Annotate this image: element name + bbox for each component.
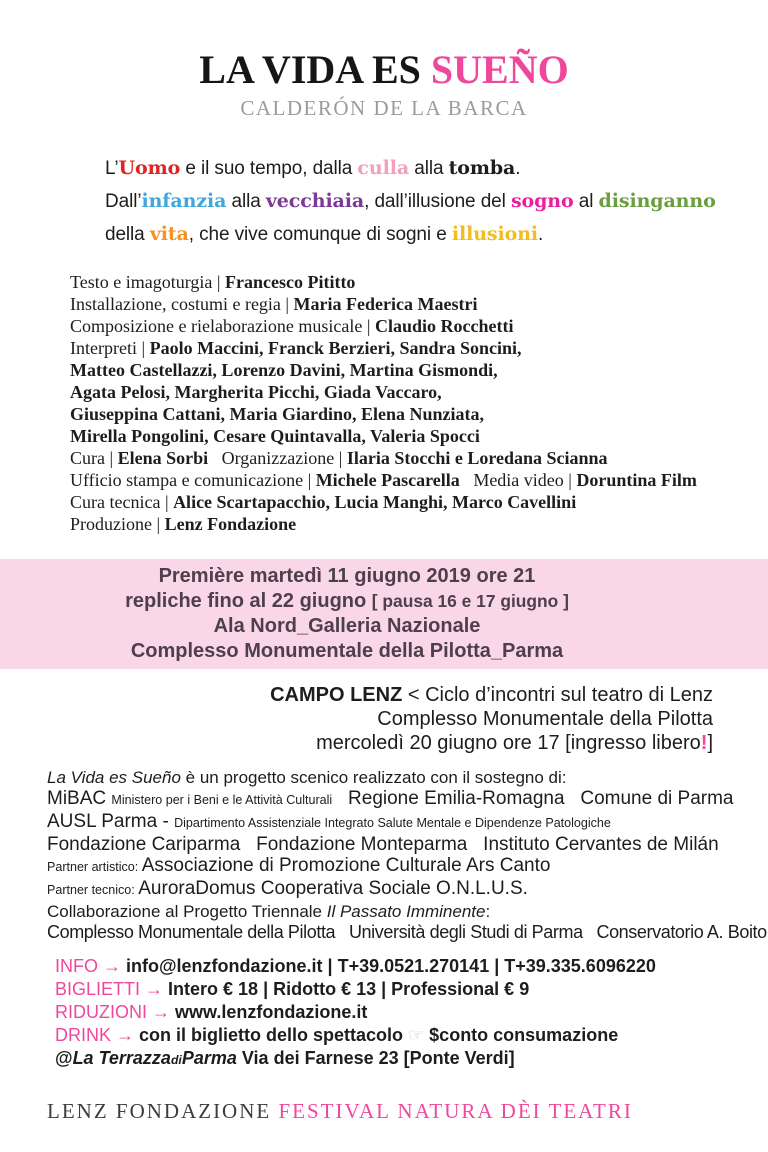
text-segment: della [105,224,150,245]
supporter-line [47,901,768,922]
supporter-line [47,767,768,788]
text-segment: [ pausa 16 e 17 giugno ] [371,591,569,611]
intro-line [105,218,768,251]
text-segment: Claudio Rocchetti [375,316,514,336]
poster-author: CALDERÓN DE LA BARCA [240,96,528,120]
text-segment: La Vida es Sueño [47,768,181,787]
supporter-line [47,834,768,855]
text-segment: Fondazione Cariparma Fondazione Monteparma Instituto Cervantes de Milán [47,834,719,855]
credit-line [70,337,768,359]
text-segment: Mirella Pongolini, Cesare Quintavalla, Valeria Spocci [70,426,480,446]
text-segment: , che vive comunque di sogni e [188,224,452,245]
text-segment: Intero € 18 | Ridotto € 13 | Professional € 9 [168,979,530,999]
text-segment: Complesso Monumentale della Pilotta Università degli Studi di Parma Conservatorio A. Boito [47,922,767,942]
text-segment: Complesso Monumentale della Pilotta [377,708,713,730]
credit-line [70,513,768,535]
info-line [55,955,768,978]
text-segment: Parma [181,1048,237,1068]
campo-line [0,707,713,731]
text-segment: Maria Federica Maestri [293,294,478,314]
text-segment: AuroraDomus Cooperativa Sociale O.N.L.U.S. [138,878,528,899]
text-segment: Ufficio stampa e comunicazione | [70,470,316,490]
text-segment: La Terrazza [72,1048,171,1068]
text-segment: e il suo tempo, dalla [180,158,358,179]
text-segment: RIDUZIONI → [55,1002,175,1022]
premiere-box [0,559,768,669]
text-segment: Interpreti | [70,338,150,358]
text-segment: Il Passato Imminente [326,902,486,921]
credit-line [70,491,768,513]
text-segment: illusioni [451,223,539,245]
info-line [55,1024,768,1047]
text-segment: AUSL Parma - [47,811,175,832]
supporter-line [47,788,768,811]
info-block [55,955,768,1072]
text-segment: < Ciclo d’incontri sul teatro di Lenz [402,684,713,706]
supporter-line [47,855,768,878]
text-segment: infanzia [141,190,227,212]
text-segment: Via dei Farnese 23 [Ponte Verdi] [236,1048,515,1068]
text-segment: . [515,158,521,179]
supporter-line [47,922,768,943]
text-segment: Installazione, costumi e regia | [70,294,294,314]
credit-line [70,381,768,403]
text-segment: info@lenzfondazione.it | T+39.0521.270141 | T+39.335.6096220 [126,956,656,976]
text-segment: Produzione | [70,514,165,534]
text-segment: alla [409,158,449,179]
text-segment: LENZ FONDAZIONE [47,1099,279,1123]
text-segment: Giuseppina Cattani, Maria Giardino, Elena Nunziata, [70,404,485,424]
text-segment: Cura | [70,448,118,468]
text-segment: repliche fino al 22 giugno [125,590,372,612]
text-segment: Dall’ [105,191,142,212]
campo-line [0,683,713,707]
credit-line [70,469,768,491]
credit-line [70,315,768,337]
text-segment: vecchiaia [265,190,365,212]
text-segment: alla [226,191,266,212]
text-segment: Dipartimento Assistenziale Integrato Salute Mentale e Dipendenze Patologiche [174,816,611,830]
text-segment: Ministero per i Beni e le Attività Culturali [111,793,333,807]
text-segment: Partner artistico: [47,860,142,874]
text-segment: ! [700,732,708,754]
text-segment: Michele Pascarella [315,470,460,490]
text-segment: Ala Nord_Galleria Nazionale [213,615,481,637]
pointing-finger-icon: ☞ [408,1025,425,1045]
credit-line [70,447,768,469]
text-segment: al [573,191,599,212]
credit-line [70,403,768,425]
text-segment: Composizione e rielaborazione musicale | [70,316,375,336]
text-segment: INFO → [55,956,126,976]
text-segment: Francesco Pititto [224,272,356,292]
text-segment: Associazione di Promozione Culturale Ars Canto [141,855,551,876]
info-line [55,1047,768,1072]
text-segment: Ilaria Stocchi e Loredana Scianna [346,448,608,468]
text-segment: Media video | [459,470,577,490]
premiere-line [0,589,694,614]
text-segment: CAMPO LENZ [270,684,403,706]
text-segment: mercoledì 20 giugno ore 17 [ingresso libero [316,732,701,754]
text-segment: culla [357,157,410,179]
text-segment: Testo e imagoturgia | [70,272,225,292]
text-segment: $conto consumazione [424,1025,619,1045]
credit-line [70,359,768,381]
credit-line [70,425,768,447]
campo-lenz-block [0,683,713,755]
text-segment: sogno [510,190,574,212]
supporter-line [47,811,768,834]
supporter-line [47,878,768,901]
text-segment: di [170,1053,182,1067]
footer-banner [47,1098,768,1124]
text-segment: Agata Pelosi, Margherita Picchi, Giada Vaccaro, [70,382,442,402]
intro-line [105,152,768,185]
intro-paragraph [105,152,768,251]
text-segment: Elena Sorbi [117,448,209,468]
text-segment: Paolo Maccini, Franck Berzieri, Sandra Soncini, [149,338,522,358]
text-segment: Première martedì 11 giugno 2019 ore 21 [158,565,536,587]
text-segment: Matteo Castellazzi, Lorenzo Davini, Martina Gismondi, [70,360,498,380]
text-segment: tomba [448,157,516,179]
intro-line [105,185,768,218]
text-segment: L’ [105,158,119,179]
text-segment: BIGLIETTI → [55,979,169,999]
text-segment: FESTIVAL NATURA DÈI TEATRI [278,1099,633,1123]
text-segment: Partner tecnico: [47,883,139,897]
text-segment: è un progetto scenico realizzato con il sostegno di: [180,768,567,787]
text-segment: DRINK → [55,1025,140,1045]
text-segment: Regione Emilia-Romagna Comune di Parma [332,788,734,809]
text-segment: Complesso Monumentale della Pilotta_Parma [130,640,564,662]
premiere-line [0,639,694,664]
text-segment: Collaborazione al Progetto Triennale [47,902,327,921]
text-segment: www.lenzfondazione.it [175,1002,368,1022]
premiere-line [0,564,694,589]
supporters-block [47,767,768,943]
text-segment: disinganno [598,190,716,212]
info-line [55,978,768,1001]
info-line [55,1001,768,1024]
text-segment: @ [55,1048,73,1068]
text-segment: con il biglietto dello spettacolo [139,1025,409,1045]
title-main: LA VIDA ES [199,47,431,92]
text-segment: . [538,224,544,245]
text-segment: , dall’illusione del [364,191,511,212]
text-segment: Organizzazione | [208,448,347,468]
text-segment: : [485,902,491,921]
footer-line [47,1098,768,1124]
text-segment: Alice Scartapacchio, Lucia Manghi, Marco Cavellini [173,492,577,512]
premiere-line [0,614,694,639]
text-segment: vita [149,223,189,245]
text-segment: Doruntina Film [576,470,697,490]
credit-line [70,271,768,293]
title-highlight: SUEÑO [430,47,569,92]
credits-block [70,271,768,535]
text-segment: Uomo [118,157,181,179]
text-segment: MiBAC [47,788,112,809]
text-segment: Lenz Fondazione [164,514,297,534]
campo-line [0,731,713,755]
text-segment: Cura tecnica | [70,492,174,512]
text-segment: ] [707,732,713,754]
poster-title [0,0,768,94]
credit-line [70,293,768,315]
